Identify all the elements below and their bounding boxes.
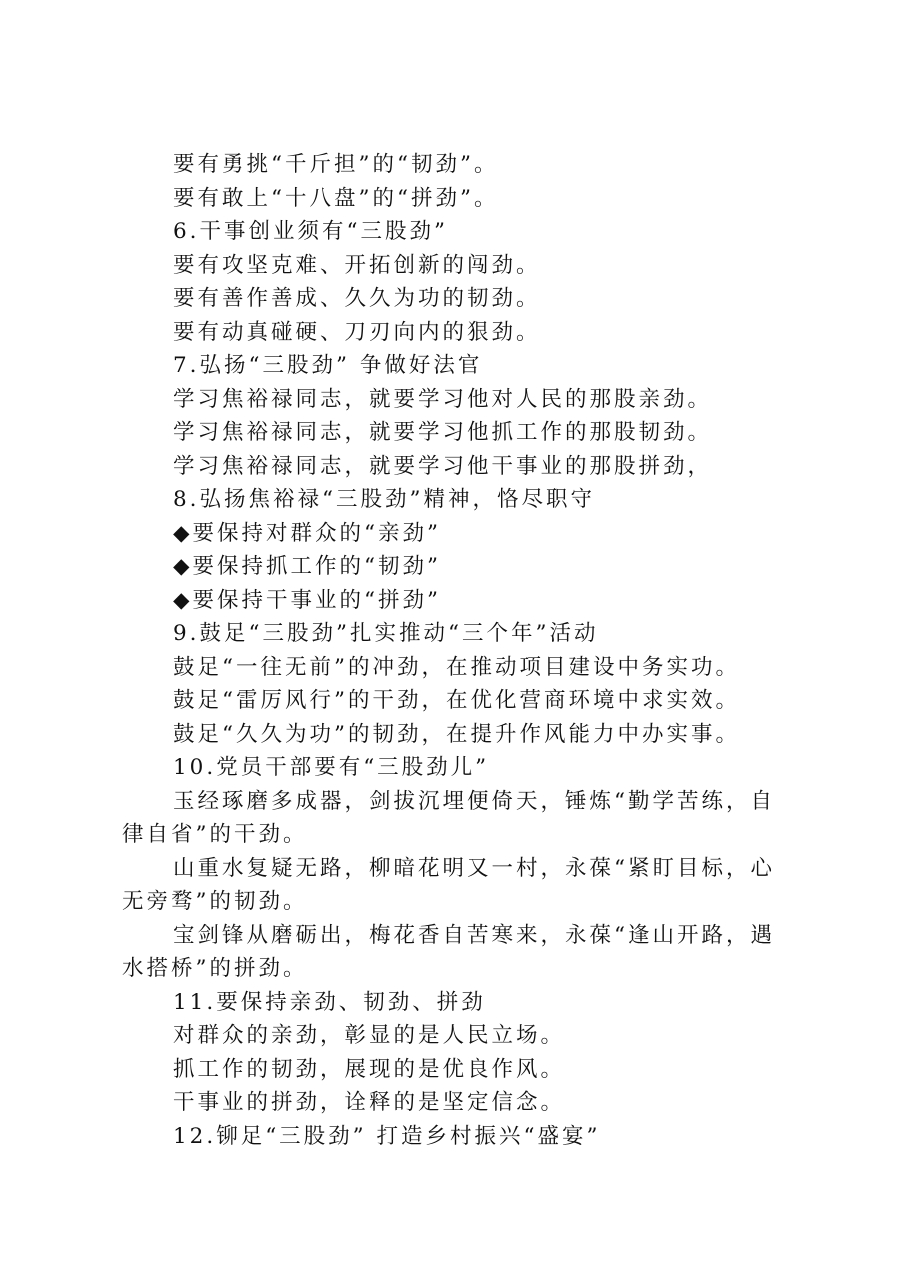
paragraph-line: 水搭桥”的拼劲。	[122, 956, 308, 981]
text-line: 要有善作善成、久久为功的韧劲。	[173, 286, 541, 311]
bullet-item: ◆要保持干事业的“拼劲”	[173, 587, 442, 613]
text-line: 对群众的亲劲，彰显的是人民立场。	[173, 1023, 566, 1048]
paragraph	[122, 785, 802, 852]
document-body	[122, 148, 802, 1153]
text-line: 鼓足“雷厉风行”的干劲，在优化营商环境中求实效。	[173, 688, 740, 713]
section-heading: 11.要保持亲劲、韧劲、拼劲	[173, 989, 486, 1015]
paragraph-line: 宝剑锋从磨砺出，梅花香自苦寒来，永葆“逢山开路，遇	[173, 922, 775, 948]
paragraph-line: 玉经琢磨多成器，剑拔沉埋便倚天，锤炼“勤学苦练，自	[173, 788, 775, 814]
section-heading: 8.弘扬焦裕禄“三股劲”精神，恪尽职守	[173, 487, 595, 512]
paragraph	[122, 919, 802, 986]
section-heading: 7.弘扬“三股劲” 争做好法官	[173, 353, 483, 378]
paragraph-line: 山重水复疑无路，柳暗花明又一村，永葆“紧盯目标，心	[173, 855, 775, 881]
text-line: 要有攻坚克难、开拓创新的闯劲。	[173, 252, 541, 278]
text-line: 学习焦裕禄同志，就要学习他干事业的那股拼劲，	[173, 453, 713, 479]
text-line: 学习焦裕禄同志，就要学习他对人民的那股亲劲。	[173, 386, 713, 412]
text-line: 学习焦裕禄同志，就要学习他抓工作的那股韧劲。	[173, 420, 713, 445]
text-line: 要有勇挑“千斤担”的“韧劲”。	[173, 152, 499, 177]
paragraph	[122, 852, 802, 919]
section-heading: 10.党员干部要有“三股劲儿”	[173, 755, 490, 780]
paragraph-line: 律自省”的干劲。	[122, 822, 308, 847]
text-line: 要有动真碰硬、刀刃向内的狠劲。	[173, 319, 541, 345]
text-line: 抓工作的韧劲，展现的是优良作风。	[173, 1056, 566, 1082]
text-line: 鼓足“一往无前”的冲劲，在推动项目建设中务实功。	[173, 654, 740, 680]
text-line: 干事业的拼劲，诠释的是坚定信念。	[173, 1090, 566, 1115]
bullet-item: ◆要保持对群众的“亲劲”	[173, 520, 442, 546]
section-heading: 9.鼓足“三股劲”扎实推动“三个年”活动	[173, 621, 599, 646]
text-line: 要有敢上“十八盘”的“拼劲”。	[173, 185, 499, 211]
bullet-item: ◆要保持抓工作的“韧劲”	[173, 554, 442, 579]
section-heading: 6.干事创业须有“三股劲”	[173, 219, 448, 244]
section-heading: 12.铆足“三股劲” 打造乡村振兴“盛宴”	[173, 1123, 601, 1149]
paragraph-line: 无旁骛”的韧劲。	[122, 889, 308, 914]
text-line: 鼓足“久久为功”的韧劲，在提升作风能力中办实事。	[173, 721, 740, 747]
